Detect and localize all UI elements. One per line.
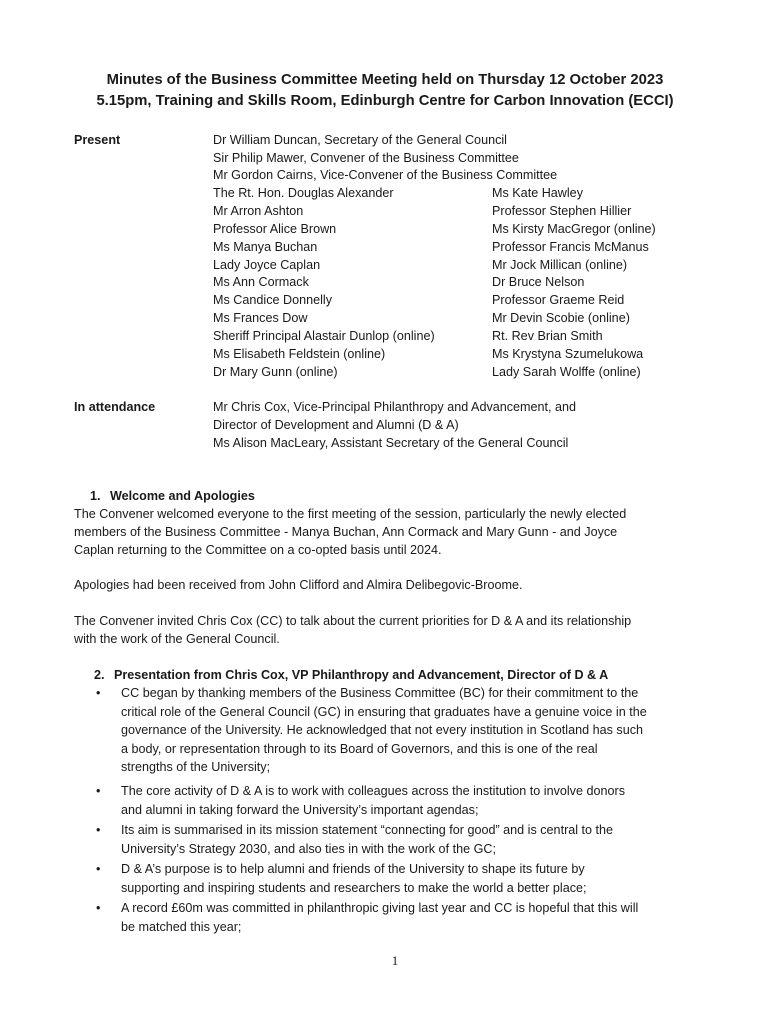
present-member: Professor Francis McManus — [492, 240, 649, 254]
text-line: The Convener welcomed everyone to the first meeting of the session, particularly the newly elected — [74, 507, 627, 521]
present-official: Mr Gordon Cairns, Vice-Convener of the Business Committee — [213, 168, 558, 182]
present-label: Present — [74, 133, 121, 147]
text-line: Caplan returning to the Committee on a co-opted basis until 2024. — [74, 543, 442, 557]
section-title: Welcome and Apologies — [110, 489, 255, 503]
present-member: Professor Stephen Hillier — [492, 204, 632, 218]
present-member: Ms Kate Hawley — [492, 186, 583, 200]
present-member: Sheriff Principal Alastair Dunlop (online) — [213, 329, 435, 343]
present-member: Ms Krystyna Szumelukowa — [492, 347, 644, 361]
text-line: critical role of the General Council (GC) in ensuring that graduates have a genuine voice in the — [121, 704, 647, 719]
section-number: 1. — [90, 489, 101, 503]
attendance-label: In attendance — [74, 400, 156, 414]
attendance-line: Ms Alison MacLeary, Assistant Secretary of the General Council — [213, 436, 569, 450]
text-line: CC began by thanking members of the Business Committee (BC) for their commitment to the — [121, 686, 639, 700]
text-line: Its aim is summarised in its mission statement “connecting for good” and is central to the — [121, 823, 614, 837]
bullet-icon: • — [96, 823, 101, 837]
text-line: a body, or representation through to its Board of Governors, and this is one of the real — [121, 741, 598, 756]
present-official: Sir Philip Mawer, Convener of the Business Committee — [213, 151, 519, 165]
text-line: with the work of the General Council. — [74, 632, 280, 646]
bullet-icon: • — [96, 784, 101, 798]
present-member: Rt. Rev Brian Smith — [492, 329, 603, 343]
present-member: Lady Joyce Caplan — [213, 258, 321, 272]
section-2-heading — [94, 666, 608, 684]
present-member: Professor Alice Brown — [213, 222, 337, 236]
present-official: Dr William Duncan, Secretary of the General Council — [213, 133, 507, 147]
attendance-line: Mr Chris Cox, Vice-Principal Philanthropy and Advancement, and — [213, 400, 577, 414]
welcome-paragraph — [74, 505, 714, 559]
present-member: Ms Manya Buchan — [213, 240, 318, 254]
text-line: D & A’s purpose is to help alumni and friends of the University to shape its future by — [121, 862, 585, 876]
page-number: 1 — [391, 953, 399, 968]
text-line: The core activity of D & A is to work with colleagues across the institution to involve donors — [121, 784, 625, 798]
present-member: Dr Bruce Nelson — [492, 275, 585, 289]
text-line: The Convener invited Chris Cox (CC) to talk about the current priorities for D & A and its relationship — [74, 614, 632, 628]
present-member: Ms Frances Dow — [213, 311, 308, 325]
text-line: University’s Strategy 2030, and also ties in with the work of the GC; — [121, 841, 496, 856]
present-member: Ms Candice Donnelly — [213, 293, 332, 307]
text-line: A record £60m was committed in philanthropic giving last year and CC is hopeful that this will — [121, 901, 639, 915]
present-member: Professor Graeme Reid — [492, 293, 625, 307]
text-line: be matched this year; — [121, 919, 242, 934]
section-title: Presentation from Chris Cox, VP Philanthropy and Advancement, Director of D & A — [114, 668, 609, 682]
attendance-line: Director of Development and Alumni (D & A) — [213, 418, 459, 432]
present-member: Lady Sarah Wolffe (online) — [492, 365, 641, 379]
invitation-paragraph — [74, 612, 714, 648]
document-title-line-1: Minutes of the Business Committee Meeting held on Thursday 12 October 2023 — [106, 72, 664, 88]
present-member: Mr Jock Millican (online) — [492, 258, 628, 272]
present-member: Mr Arron Ashton — [213, 204, 304, 218]
text-line: members of the Business Committee - Manya Buchan, Ann Cormack and Mary Gunn - and Joyce — [74, 525, 618, 539]
present-member: The Rt. Hon. Douglas Alexander — [213, 186, 394, 200]
present-member: Ms Kirsty MacGregor (online) — [492, 222, 656, 236]
text-line: supporting and inspiring students and researchers to make the world a better place; — [121, 880, 587, 895]
bullet-item — [121, 899, 721, 936]
present-member: Ms Elisabeth Feldstein (online) — [213, 347, 386, 361]
bullet-icon: • — [96, 686, 101, 700]
section-1-heading — [90, 487, 255, 505]
bullet-item — [121, 821, 721, 858]
text-line: Apologies had been received from John Clifford and Almira Delibegovic-Broome. — [74, 578, 523, 592]
text-line: strengths of the University; — [121, 760, 271, 775]
bullet-item — [121, 860, 721, 897]
section-number: 2. — [94, 668, 105, 682]
present-member: Dr Mary Gunn (online) — [213, 365, 338, 379]
present-member: Ms Ann Cormack — [213, 275, 309, 289]
bullet-item — [121, 782, 721, 819]
present-member: Mr Devin Scobie (online) — [492, 311, 630, 325]
bullet-item — [121, 684, 721, 777]
apologies-paragraph — [74, 576, 714, 594]
document-title-line-2: 5.15pm, Training and Skills Room, Edinburgh Centre for Carbon Innovation (ECCI) — [96, 93, 674, 109]
text-line: and alumni in taking forward the University’s important agendas; — [121, 802, 479, 817]
bullet-icon: • — [96, 862, 101, 876]
text-line: governance of the University. He acknowledged that not every institution in Scotland has such — [121, 723, 644, 738]
bullet-icon: • — [96, 901, 101, 915]
